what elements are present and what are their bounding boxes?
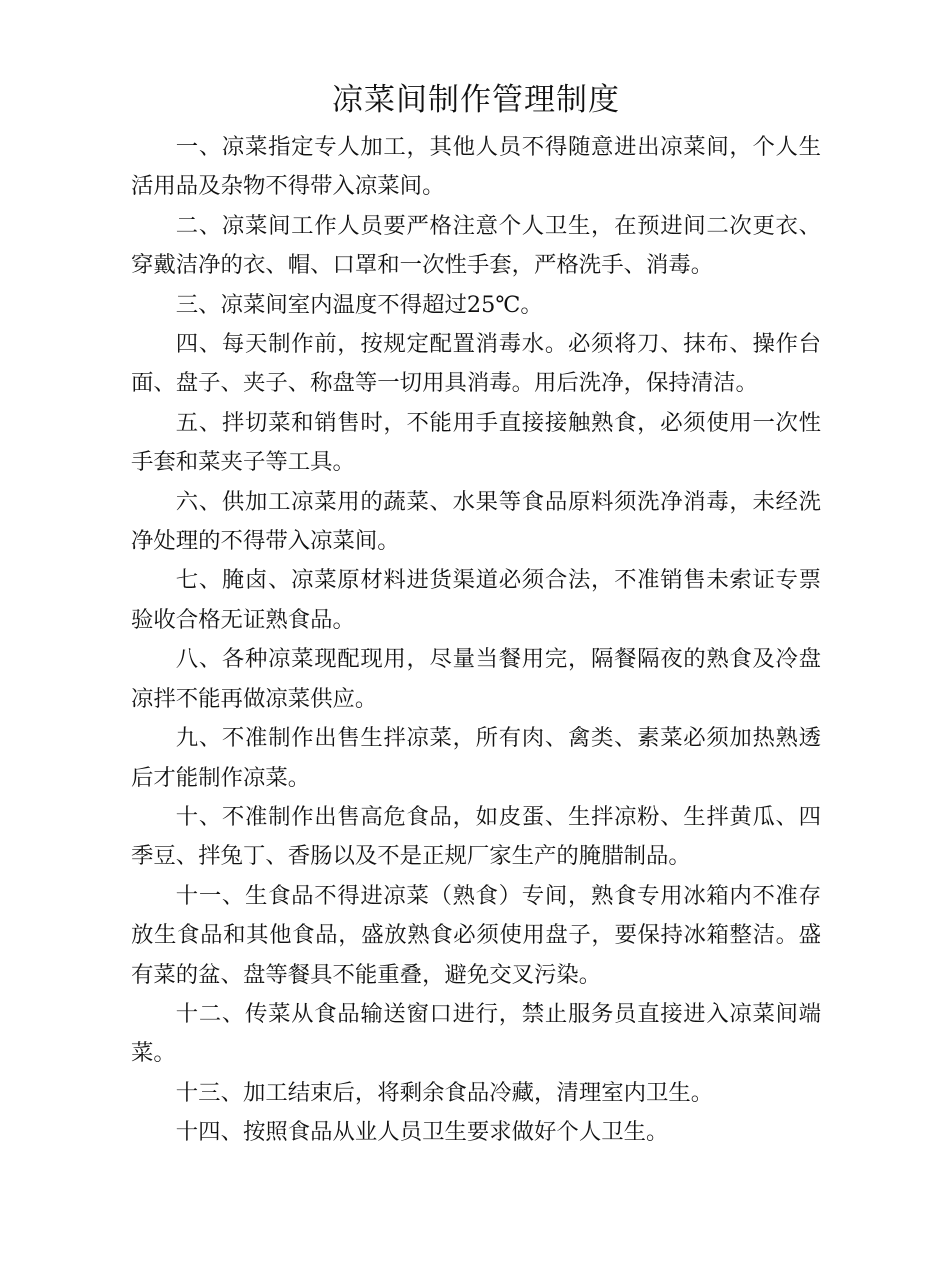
rule-item-9: 九、不准制作出售生拌凉菜，所有肉、禽类、素菜必须加热熟透后才能制作凉菜。 — [131, 725, 821, 791]
rule-item-11: 十一、生食品不得进凉菜（熟食）专间，熟食专用冰箱内不准存放生食品和其他食品，盛放熟食必须使用盘子，要保持冰箱整洁。盛有菜的盆、盘等餐具不能重叠，避免交叉污染。 — [131, 882, 821, 988]
rule-item-6: 六、供加工凉菜用的蔬菜、水果等食品原料须洗净消毒，未经洗净处理的不得带入凉菜间。 — [131, 488, 821, 555]
rule-item-5: 五、拌切菜和销售时，不能用手直接接触熟食，必须使用一次性手套和菜夹子等工具。 — [131, 409, 821, 476]
rule-item-13: 十三、加工结束后，将剩余食品冷藏，清理室内卫生。 — [175, 1079, 714, 1106]
rule-item-8: 八、各种凉菜现配现用，尽量当餐用完，隔餐隔夜的熟食及冷盘凉拌不能再做凉菜供应。 — [131, 646, 821, 712]
rule-item-7: 七、腌卤、凉菜原材料进货渠道必须合法，不准销售未索证专票验收合格无证熟食品。 — [131, 567, 821, 633]
document-title: 凉菜间制作管理制度 — [332, 82, 620, 118]
document-page — [131, 72, 821, 1153]
rule-item-14: 十四、按照食品从业人员卫生要求做好个人卫生。 — [175, 1119, 669, 1146]
rule-item-12: 十二、传菜从食品输送窗口进行，禁止服务员直接进入凉菜间端菜。 — [131, 1000, 821, 1067]
rule-item-2: 二、凉菜间工作人员要严格注意个人卫生，在预进间二次更衣、穿戴洁净的衣、帽、口罩和一次性手套，严格洗手、消毒。 — [131, 212, 821, 279]
rule-item-10: 十、不准制作出售高危食品，如皮蛋、生拌凉粉、生拌黄瓜、四季豆、拌兔丁、香肠以及不是正规厂家生产的腌腊制品。 — [131, 803, 821, 870]
rule-item-3: 三、凉菜间室内温度不得超过25℃。 — [175, 291, 543, 318]
rule-item-4: 四、每天制作前，按规定配置消毒水。必须将刀、抹布、操作台面、盘子、夹子、称盘等一切用具消毒。用后洗净，保持清洁。 — [131, 331, 821, 397]
rule-item-1: 一、凉菜指定专人加工，其他人员不得随意进出凉菜间，个人生活用品及杂物不得带入凉菜间。 — [131, 134, 821, 200]
